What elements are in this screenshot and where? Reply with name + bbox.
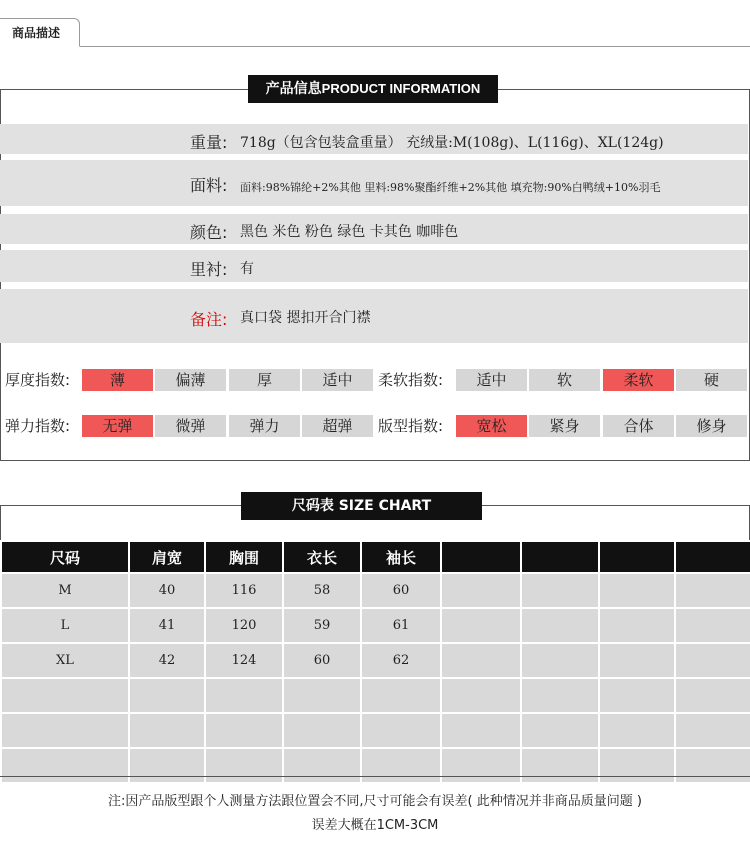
size-table-header-cell: 肩宽 [129,541,205,573]
table-cell: M [1,573,129,608]
index-option: 修身 [676,415,747,437]
table-cell [441,573,521,608]
table-cell [675,678,750,713]
table-cell [675,713,750,748]
table-row [1,748,750,783]
table-cell [361,748,441,783]
size-chart-title: 尺码表 SIZE CHART [241,492,482,520]
table-cell: 60 [283,643,361,678]
info-label: 里衬: [190,260,228,279]
index-option: 柔软 [603,369,674,391]
index-option: 硬 [676,369,747,391]
table-cell: 61 [361,608,441,643]
info-value: 黑色 米色 粉色 绿色 卡其色 咖啡色 [240,224,459,240]
table-cell [361,713,441,748]
table-cell [283,713,361,748]
table-cell [599,678,675,713]
table-cell: XL [1,643,129,678]
info-row-remark [0,289,748,343]
table-cell [521,608,599,643]
size-chart-bottom-line [0,776,750,777]
table-cell [129,713,205,748]
table-cell [599,643,675,678]
size-table [0,540,750,784]
size-note-line1: 注:因产品版型跟个人测量方法跟位置会不同,尺寸可能会有误差( 此种情况并非商品质量问题 ) [108,794,642,809]
info-label: 面料: [190,176,228,195]
table-cell [361,678,441,713]
table-row [1,643,750,678]
info-row-lining [0,250,748,282]
table-cell: 42 [129,643,205,678]
table-row [1,573,750,608]
product-info-title: 产品信息PRODUCT INFORMATION [248,75,498,103]
table-cell: 124 [205,643,283,678]
size-table-header-cell: 尺码 [1,541,129,573]
table-cell [283,748,361,783]
table-cell [283,678,361,713]
table-cell: 41 [129,608,205,643]
table-cell [521,643,599,678]
index-option: 薄 [82,369,153,391]
table-cell: 40 [129,573,205,608]
table-row [1,678,750,713]
table-cell [599,608,675,643]
index-label-elasticity: 弹力指数: [5,417,71,435]
table-cell: 116 [205,573,283,608]
table-cell [675,748,750,783]
table-cell: 62 [361,643,441,678]
table-cell [441,713,521,748]
table-cell: L [1,608,129,643]
tab-product-description[interactable]: 商品描述 [0,18,80,47]
index-option: 微弹 [155,415,226,437]
index-label-fit: 版型指数: [378,417,444,435]
table-cell [675,573,750,608]
size-table-header-cell [441,541,521,573]
table-cell [441,678,521,713]
info-row-color [0,214,748,244]
index-option: 合体 [603,415,674,437]
info-label: 颜色: [190,223,228,242]
index-option: 适中 [456,369,527,391]
index-row-thickness-softness [0,369,750,391]
table-cell [521,748,599,783]
index-label-softness: 柔软指数: [378,371,444,389]
index-option: 适中 [302,369,373,391]
size-table-header-cell [599,541,675,573]
info-value: 面料:98%锦纶+2%其他 里料:98%聚酯纤维+2%其他 填充物:90%白鸭绒+10%羽毛 [240,181,661,194]
table-cell [1,748,129,783]
table-cell [441,643,521,678]
index-option: 无弹 [82,415,153,437]
index-label-thickness: 厚度指数: [5,371,71,389]
table-cell: 60 [361,573,441,608]
index-option: 软 [529,369,600,391]
index-option: 紧身 [529,415,600,437]
table-cell [129,678,205,713]
table-cell [675,608,750,643]
index-option: 偏薄 [155,369,226,391]
size-table-header-cell [521,541,599,573]
table-cell [599,748,675,783]
table-cell [1,678,129,713]
size-table-header-cell: 袖长 [361,541,441,573]
info-row-fabric [0,160,748,206]
table-cell [599,573,675,608]
table-cell [205,748,283,783]
index-option: 宽松 [456,415,527,437]
info-value: 718g（包含包装盒重量） 充绒量:M(108g)、L(116g)、XL(124g) [240,135,664,151]
table-cell [205,713,283,748]
info-label: 备注: [190,310,228,329]
info-row-weight [0,124,748,154]
tab-divider [0,46,750,47]
size-note-line2: 误差大概在1CM-3CM [311,818,439,833]
table-cell [521,573,599,608]
index-option: 弹力 [229,415,300,437]
table-cell [521,678,599,713]
size-table-header-cell: 胸围 [205,541,283,573]
index-option: 厚 [229,369,300,391]
size-table-header [1,541,750,573]
info-label: 重量: [190,133,228,152]
size-table-header-cell: 衣长 [283,541,361,573]
info-value: 真口袋 摁扣开合门襟 [240,310,371,326]
table-cell [441,748,521,783]
table-cell: 120 [205,608,283,643]
table-row [1,608,750,643]
table-cell [441,608,521,643]
size-table-header-cell [675,541,750,573]
table-cell [599,713,675,748]
table-row [1,713,750,748]
table-cell [521,713,599,748]
table-cell [675,643,750,678]
table-cell [205,678,283,713]
index-row-elasticity-fit [0,415,750,437]
table-cell [129,748,205,783]
index-option: 超弹 [302,415,373,437]
table-cell: 59 [283,608,361,643]
table-cell [1,713,129,748]
table-cell: 58 [283,573,361,608]
info-value: 有 [240,261,254,277]
